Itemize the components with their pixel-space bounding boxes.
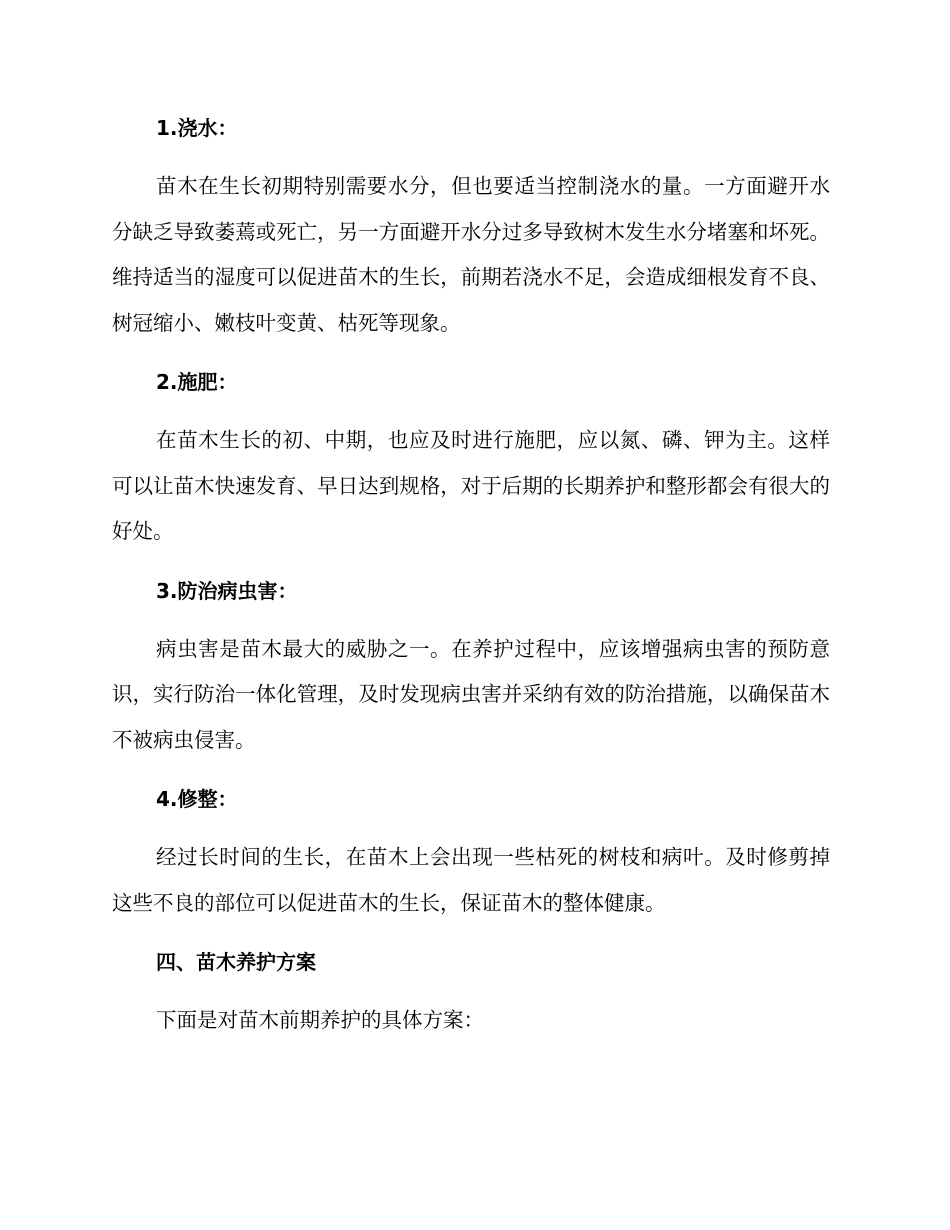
section-heading-fertilizing: 2.施肥： (156, 370, 238, 394)
section-heading-pruning: 4.修整： (156, 787, 238, 811)
document-page (112, 106, 830, 1044)
section-body-pruning: 经过长时间的生长，在苗木上会出现一些枯死的树枝和病叶。及时修剪掉这些不良的部位可以促进苗木的生长，保证苗木的整体健康。 (112, 845, 830, 915)
section-body-pest-control: 病虫害是苗木最大的威胁之一。在养护过程中，应该增强病虫害的预防意识，实行防治一体化管理，及时发现病虫害并采纳有效的防治措施，以确保苗木不被病虫侵害。 (112, 636, 830, 752)
section-body-maintenance-plan: 下面是对苗木前期养护的具体方案： (156, 1008, 484, 1032)
section-body-watering: 苗木在生长初期特别需要水分，但也要适当控制浇水的量。一方面避开水分缺乏导致萎蔫或死亡，另一方面避开水分过多导致树木发生水分堵塞和坏死。维持适当的湿度可以促进苗木的生长，前期若浇水不足，会造成细根发育不良、树冠缩小、嫩枝叶变黄、枯死等现象。 (112, 174, 830, 335)
section-heading-watering: 1.浇水： (156, 116, 238, 140)
section-body-fertilizing: 在苗木生长的初、中期，也应及时进行施肥，应以氮、磷、钾为主。这样可以让苗木快速发育、早日达到规格，对于后期的长期养护和整形都会有很大的好处。 (112, 428, 830, 543)
section-heading-maintenance-plan: 四、苗木养护方案 (156, 950, 316, 974)
section-heading-pest-control: 3.防治病虫害： (156, 578, 298, 603)
